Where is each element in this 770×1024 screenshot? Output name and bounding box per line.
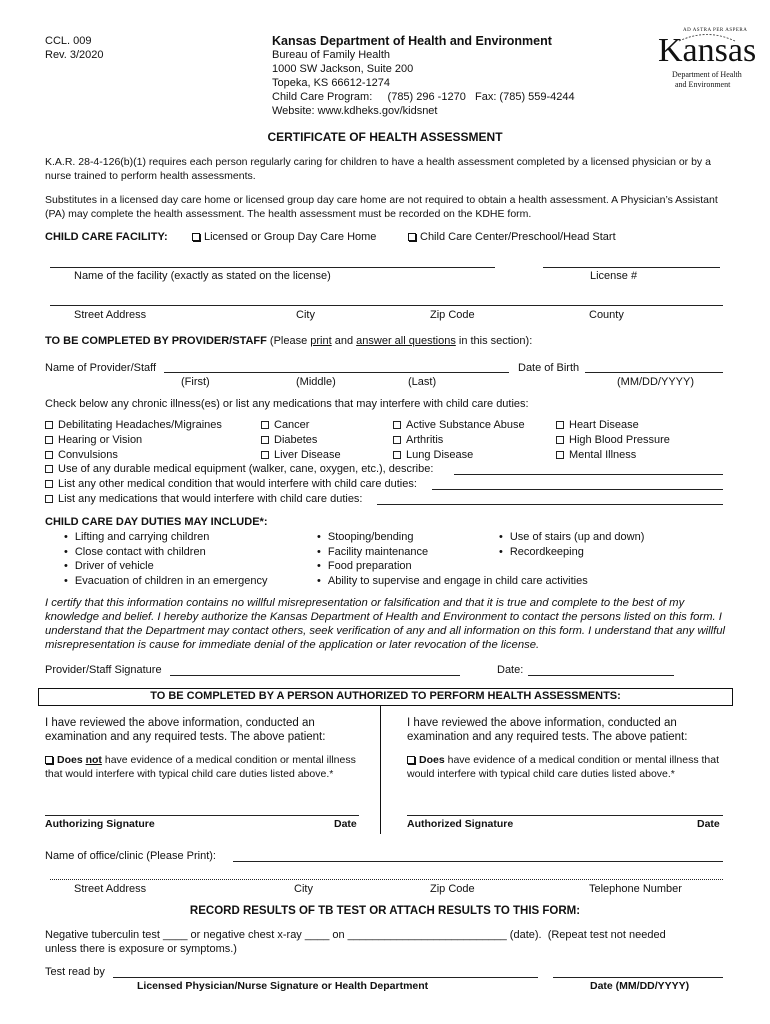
facility-county-caption: County [589, 309, 624, 321]
tb-results-line-1: Negative tuberculin test ____ or negative chest x-ray ____ on __________________________ (date). (Repeat test not needed [45, 929, 666, 941]
logo-motto: AD ASTRA PER ASPERA [683, 28, 748, 33]
duty-item: • Food preparation [317, 559, 588, 574]
illness-item[interactable]: Cancer [261, 418, 341, 433]
other-condition-line[interactable] [432, 489, 723, 490]
office-city-caption: City [294, 883, 313, 895]
checkbox-icon[interactable] [408, 233, 416, 241]
facility-street-caption: Street Address [74, 309, 147, 321]
provider-date-label: Date: [497, 664, 524, 676]
duty-item: • Recordkeeping [499, 545, 644, 560]
illness-item[interactable]: Lung Disease [393, 448, 525, 463]
duty-item: • Driver of vehicle [64, 559, 267, 574]
illness-item[interactable]: Liver Disease [261, 448, 341, 463]
test-date-line[interactable] [553, 977, 723, 978]
option-does-not[interactable]: Does not have evidence of a medical condition or mental illness that would interfere with typical child care duties listed above.* [45, 754, 356, 780]
duty-item: • Close contact with children [64, 545, 267, 560]
checkbox-icon[interactable] [393, 451, 401, 459]
facility-city-caption: City [296, 309, 315, 321]
duty-item: • Facility maintenance [317, 545, 588, 560]
illness-item[interactable]: Heart Disease [556, 418, 670, 433]
test-read-by-label: Test read by [45, 966, 105, 978]
address-line-1: 1000 SW Jackson, Suite 200 [272, 63, 414, 75]
website: Website: www.kdheks.gov/kidsnet [272, 105, 438, 117]
assessment-divider [380, 706, 381, 834]
authorizing-signature-line[interactable] [45, 815, 359, 816]
dob-line[interactable] [585, 372, 723, 373]
duty-item: • Ability to supervise and engage in child care activities [317, 574, 588, 589]
illness-item[interactable]: Arthritis [393, 433, 525, 448]
duty-item: • Stooping/bending [317, 530, 588, 545]
checkbox-icon[interactable] [192, 233, 200, 241]
address-line-2: Topeka, KS 66612-1274 [272, 77, 391, 89]
authorized-signature-caption: Authorized Signature [407, 818, 514, 830]
logo-dept-line-1: Department of Health [672, 70, 742, 79]
checkbox-icon[interactable] [407, 756, 415, 764]
duties-col-1 [64, 530, 267, 588]
medications-line[interactable] [377, 504, 723, 505]
office-address-line[interactable] [50, 879, 723, 880]
equipment-line[interactable] [454, 474, 723, 475]
illness-item[interactable]: Diabetes [261, 433, 341, 448]
last-caption: (Last) [408, 376, 437, 388]
facility-name-line[interactable] [50, 267, 495, 268]
illness-col-1 [45, 418, 222, 463]
checkbox-icon[interactable] [45, 495, 53, 503]
bureau-name: Bureau of Family Health [272, 49, 390, 61]
tb-heading: RECORD RESULTS OF TB TEST OR ATTACH RESULTS TO THIS FORM: [189, 905, 581, 917]
illness-item[interactable]: Hearing or Vision [45, 433, 222, 448]
illness-item[interactable]: High Blood Pressure [556, 433, 670, 448]
checkbox-icon[interactable] [393, 436, 401, 444]
duties-col-3 [499, 530, 644, 559]
facility-option-center[interactable]: Child Care Center/Preschool/Head Start [408, 231, 616, 243]
equipment-item[interactable]: Use of any durable medical equipment (walker, cane, oxygen, etc.), describe: [45, 463, 433, 475]
office-street-caption: Street Address [74, 883, 147, 895]
assessment-reviewed-left: I have reviewed the above information, conducted an examination and any required tests. The above patient: [45, 717, 326, 743]
checkbox-icon[interactable] [45, 436, 53, 444]
kansas-logo [655, 28, 755, 92]
facility-address-line[interactable] [50, 305, 723, 306]
office-name-label: Name of office/clinic (Please Print): [45, 850, 216, 862]
intro-substitutes: Substitutes in a licensed day care home or licensed group day care home are not required to obtain a health assessment. A Physician’s Assistant (PA) may complete the health assessment. The health assessment must be recorded on the KDHE form. [45, 194, 718, 220]
license-caption: License # [590, 270, 638, 282]
facility-option-home[interactable]: Licensed or Group Day Care Home [192, 231, 376, 243]
checkbox-icon[interactable] [393, 421, 401, 429]
tb-results-line-2: unless there is exposure or symptoms.) [45, 943, 237, 955]
checkbox-icon[interactable] [45, 756, 53, 764]
office-zip-caption: Zip Code [430, 883, 475, 895]
logo-dept-line-2: and Environment [675, 80, 731, 89]
license-number-line[interactable] [543, 267, 720, 268]
dob-format-caption: (MM/DD/YYYY) [617, 376, 694, 388]
intro-regulation: K.A.R. 28-4-126(b)(1) requires each person regularly caring for children to have a health assessment completed by a licensed physician or by a nurse trained to perform health assessments. [45, 156, 711, 182]
checkbox-icon[interactable] [45, 480, 53, 488]
reader-signature-caption: Licensed Physician/Nurse Signature or Health Department [137, 980, 429, 992]
provider-signature-label: Provider/Staff Signature [45, 664, 162, 676]
test-read-by-line[interactable] [113, 977, 538, 978]
facility-name-caption: Name of the facility (exactly as stated on the license) [74, 270, 331, 282]
checkbox-icon[interactable] [261, 451, 269, 459]
checkbox-icon[interactable] [261, 421, 269, 429]
test-date-caption: Date (MM/DD/YYYY) [590, 980, 690, 992]
checkbox-icon[interactable] [45, 421, 53, 429]
middle-caption: (Middle) [296, 376, 336, 388]
checkbox-icon[interactable] [556, 451, 564, 459]
checkbox-icon[interactable] [556, 436, 564, 444]
office-phone-caption: Telephone Number [589, 883, 682, 895]
phone-fax: Child Care Program: (785) 296 -1270 Fax: (785) 559-4244 [272, 91, 575, 103]
medications-item[interactable]: List any medications that would interfere with child care duties: [45, 493, 363, 505]
facility-label: CHILD CARE FACILITY: [45, 231, 168, 243]
provider-name-line[interactable] [164, 372, 509, 373]
illness-col-4 [556, 418, 670, 463]
logo-wordmark: Kansas [658, 32, 757, 69]
first-caption: (First) [181, 376, 210, 388]
illness-item[interactable]: Mental Illness [556, 448, 670, 463]
provider-signature-line[interactable] [170, 675, 460, 676]
assessment-box-heading: TO BE COMPLETED BY A PERSON AUTHORIZED TO PERFORM HEALTH ASSESSMENTS: [38, 688, 733, 706]
option-does[interactable]: Does have evidence of a medical condition or mental illness that would interfere with typical child care duties listed above.* [407, 754, 720, 780]
duties-heading: CHILD CARE DAY DUTIES MAY INCLUDE*: [45, 516, 268, 528]
duty-item: • Lifting and carrying children [64, 530, 267, 545]
authorizing-date-caption: Date [334, 818, 357, 830]
provider-name-label: Name of Provider/Staff [45, 362, 157, 374]
page-title: CERTIFICATE OF HEALTH ASSESSMENT [267, 130, 503, 144]
provider-heading: TO BE COMPLETED BY PROVIDER/STAFF (Please print and answer all questions in this section): [45, 335, 533, 347]
duty-item: • Evacuation of children in an emergency [64, 574, 267, 589]
duty-item: • Use of stairs (up and down) [499, 530, 644, 545]
illness-col-3 [393, 418, 525, 463]
other-condition-item[interactable]: List any other medical condition that would interfere with child care duties: [45, 478, 417, 490]
illness-item[interactable]: Active Substance Abuse [393, 418, 525, 433]
checkbox-icon[interactable] [261, 436, 269, 444]
certification-statement: I certify that this information contains no willful misrepresentation or falsification and that it is true and complete to the best of my knowledge and belief. I hereby authorize the Kansas Department of Health and Environment to contact the persons listed on this form. I understand that the Department may contact others, seek verification of any and all information on this form. I understand that any willful misrepresentation is cause for immediate denial of the application or later revocation of the license. [45, 597, 726, 651]
provider-date-line[interactable] [528, 675, 674, 676]
illness-col-2 [261, 418, 341, 463]
dob-label: Date of Birth [518, 362, 580, 374]
agency-name: Kansas Department of Health and Environment [272, 34, 552, 48]
form-id: CCL. 009 [45, 35, 92, 47]
checkbox-icon[interactable] [45, 465, 53, 473]
revision: Rev. 3/2020 [45, 49, 104, 61]
illness-item[interactable]: Convulsions [45, 448, 222, 463]
authorized-signature-line[interactable] [407, 815, 723, 816]
illness-instruction: Check below any chronic illness(es) or list any medications that may interfere with child care duties: [45, 398, 529, 410]
authorized-date-caption: Date [697, 818, 720, 830]
facility-zip-caption: Zip Code [430, 309, 475, 321]
checkbox-icon[interactable] [556, 421, 564, 429]
checkbox-icon[interactable] [45, 451, 53, 459]
assessment-reviewed-right: I have reviewed the above information, conducted an examination and any required tests. The above patient: [407, 717, 688, 743]
authorizing-signature-caption: Authorizing Signature [45, 818, 155, 830]
illness-item[interactable]: Debilitating Headaches/Migraines [45, 418, 222, 433]
office-name-line[interactable] [233, 861, 723, 862]
